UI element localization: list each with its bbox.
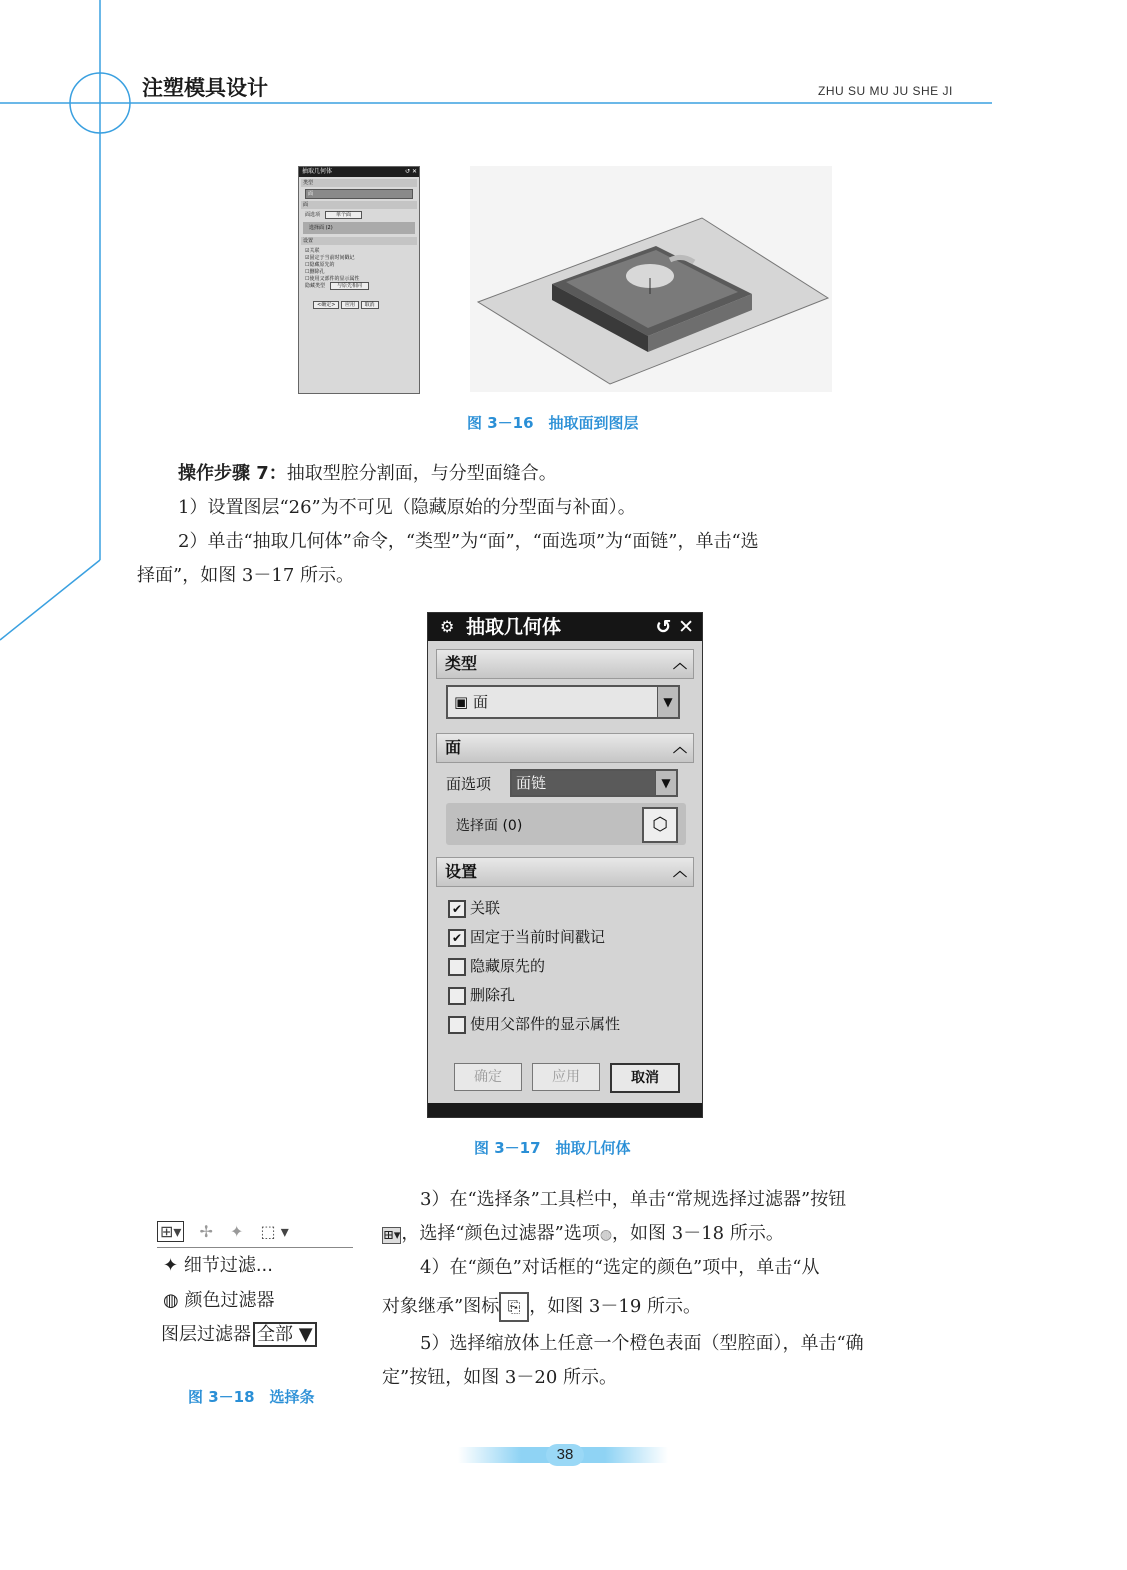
step3-line2: ⊞▾，选择“颜色过滤器”选项◍，如图 3－18 所示。 — [383, 1223, 784, 1244]
select-face-row[interactable] — [446, 803, 686, 845]
fig316-title: 抽取几何体 — [302, 168, 333, 175]
step5-line2: 定”按钮，如图 3－20 所示。 — [382, 1367, 618, 1388]
fig317-caption: 图 3－17 抽取几何体 — [474, 1139, 631, 1157]
extract-geometry-dialog — [427, 612, 703, 1118]
type-dropdown[interactable] — [446, 685, 680, 719]
step4-line1: 4）在“颜色”对话框的“选定的颜色”项中，单击“从 — [420, 1257, 820, 1278]
fig318-caption: 图 3－18 选择条 — [188, 1388, 315, 1406]
cancel-button[interactable]: 取消 — [610, 1063, 680, 1093]
fig316-check-4: ☐使用父部件的显示属性 — [305, 276, 360, 282]
type-value: 面 — [472, 693, 488, 711]
chevron-up-icon: ︿ — [673, 864, 687, 880]
fig316-sec-face: 面 — [301, 201, 417, 209]
selection-toolbar — [157, 1217, 353, 1248]
fig316-sec-settings: 设置 — [301, 237, 417, 245]
fig316-type-dropdown: 面 — [305, 189, 413, 199]
face-option-label: 面选项 — [446, 775, 492, 793]
layer-filter-dropdown[interactable]: 全部 ▼ — [253, 1322, 317, 1347]
select-face-label: 选择面 (0) — [456, 818, 523, 834]
cube-icon[interactable]: ⬡ — [642, 807, 678, 843]
ok-button[interactable]: 确定 — [454, 1063, 522, 1091]
dropdown-arrow-icon: ▼ — [657, 687, 678, 717]
checkbox-icon — [448, 1016, 466, 1034]
checkbox-fix-timestamp[interactable]: ✔ 固定于当前时间戳记 — [448, 926, 605, 947]
step7-p2a: 2）单击“抽取几何体”命令，“类型”为“面”，“面选项”为“面链”，单击“选 — [178, 531, 759, 552]
checkbox-associative[interactable]: ✔ 关联 — [448, 897, 500, 918]
fig316-buttons: <确定> 应用 取消 — [299, 302, 419, 309]
running-header-pinyin: ZHU SU MU JU SHE JI — [818, 84, 953, 98]
checkbox-icon — [448, 958, 466, 976]
chevron-up-icon: ︿ — [673, 740, 687, 756]
fig316-check-3: ☐删除孔 — [305, 269, 325, 275]
step7-p2b: 择面”，如图 3－17 所示。 — [137, 565, 355, 586]
section-settings-header[interactable]: 设置 ︿ — [436, 857, 694, 887]
fig316-dialog — [298, 166, 420, 394]
checkbox-icon: ✔ — [448, 929, 466, 947]
rectangle-select-icon[interactable]: ⬚ ▾ — [260, 1222, 289, 1241]
color-wheel-icon: ◍ — [163, 1290, 179, 1311]
checkbox-icon — [448, 987, 466, 1005]
filter-icon[interactable]: ✢ — [199, 1222, 213, 1241]
page-number: 38 — [546, 1444, 584, 1466]
dialog-title: 抽取几何体 — [466, 616, 562, 638]
color-filter-item[interactable]: ◍ 颜色过滤器 — [163, 1290, 275, 1311]
face-type-icon: ▣ — [454, 693, 469, 711]
face-option-value: 面链 — [516, 774, 547, 792]
filter-icon-2[interactable]: ✦ — [230, 1222, 244, 1241]
detail-filter-item[interactable]: ✦ 细节过滤... — [163, 1255, 273, 1276]
inherit-from-object-icon: ⎘ — [499, 1292, 529, 1322]
fig316-check-1: ☑固定于当前时间戳记 — [305, 255, 355, 261]
dialog-titlebar — [428, 613, 702, 641]
layer-filter-row: 图层过滤器 全部 ▼ — [157, 1318, 353, 1352]
step4-line2: 对象继承”图标 ⎘ ，如图 3－19 所示。 — [382, 1290, 982, 1324]
face-option-dropdown[interactable] — [510, 769, 678, 797]
fig316-select-face: 选择面 (2) — [303, 222, 415, 234]
checkbox-parent-display[interactable]: 使用父部件的显示属性 — [448, 1013, 620, 1034]
sparkle-icon: ✦ — [163, 1255, 179, 1276]
step7-p1: 1）设置图层“26”为不可见（隐藏原始的分型面与补面）。 — [178, 497, 636, 518]
apply-button[interactable]: 应用 — [532, 1063, 600, 1091]
color-filter-icon: ◍ — [599, 1227, 613, 1243]
step7-heading: 操作步骤 7： — [178, 463, 287, 484]
section-type-header[interactable]: 类型 ︿ — [436, 649, 694, 679]
fig316-caption: 图 3－16 抽取面到图层 — [467, 414, 639, 432]
checkbox-icon: ✔ — [448, 900, 466, 918]
fig316-sec-type: 类型 — [301, 179, 417, 187]
fig316-titlebar — [299, 167, 419, 177]
step5-line1: 5）选择缩放体上任意一个橙色表面（型腔面），单击“确 — [420, 1333, 864, 1354]
fig316-check-2: ☐隐藏原先的 — [305, 262, 335, 268]
checkbox-hide-original[interactable]: 隐藏原先的 — [448, 955, 545, 976]
dropdown-arrow-icon: ▼ — [655, 771, 676, 795]
section-face-header[interactable]: 面 ︿ — [436, 733, 694, 763]
general-filter-icon[interactable]: ⊞▾ — [157, 1221, 184, 1242]
dialog-bottom-bar — [428, 1103, 702, 1117]
step7-paragraph: 操作步骤 7：抽取型腔分割面，与分型面缝合。 — [178, 463, 557, 484]
fig318-selection-bar — [157, 1217, 353, 1365]
fig316-hide-type: 隐藏类型 与原先相同 — [299, 283, 419, 290]
fig316-close-icon: ↺ ✕ — [405, 168, 417, 175]
chevron-up-icon: ︿ — [673, 656, 687, 672]
fig316-check-0: ☑关联 — [305, 248, 320, 254]
step3-line1: 3）在“选择条”工具栏中，单击“常规选择过滤器”按钮 — [420, 1189, 847, 1210]
gear-icon: ⚙ — [440, 617, 455, 636]
checkbox-delete-holes[interactable]: 删除孔 — [448, 984, 515, 1005]
reset-close-icons[interactable]: ↺ ✕ — [655, 616, 694, 638]
general-filter-icon: ⊞▾ — [383, 1228, 401, 1243]
fig316-model-image — [470, 166, 832, 392]
fig316-face-option: 面选项 单个面 — [299, 212, 419, 219]
running-header-title: 注塑模具设计 — [142, 76, 268, 100]
